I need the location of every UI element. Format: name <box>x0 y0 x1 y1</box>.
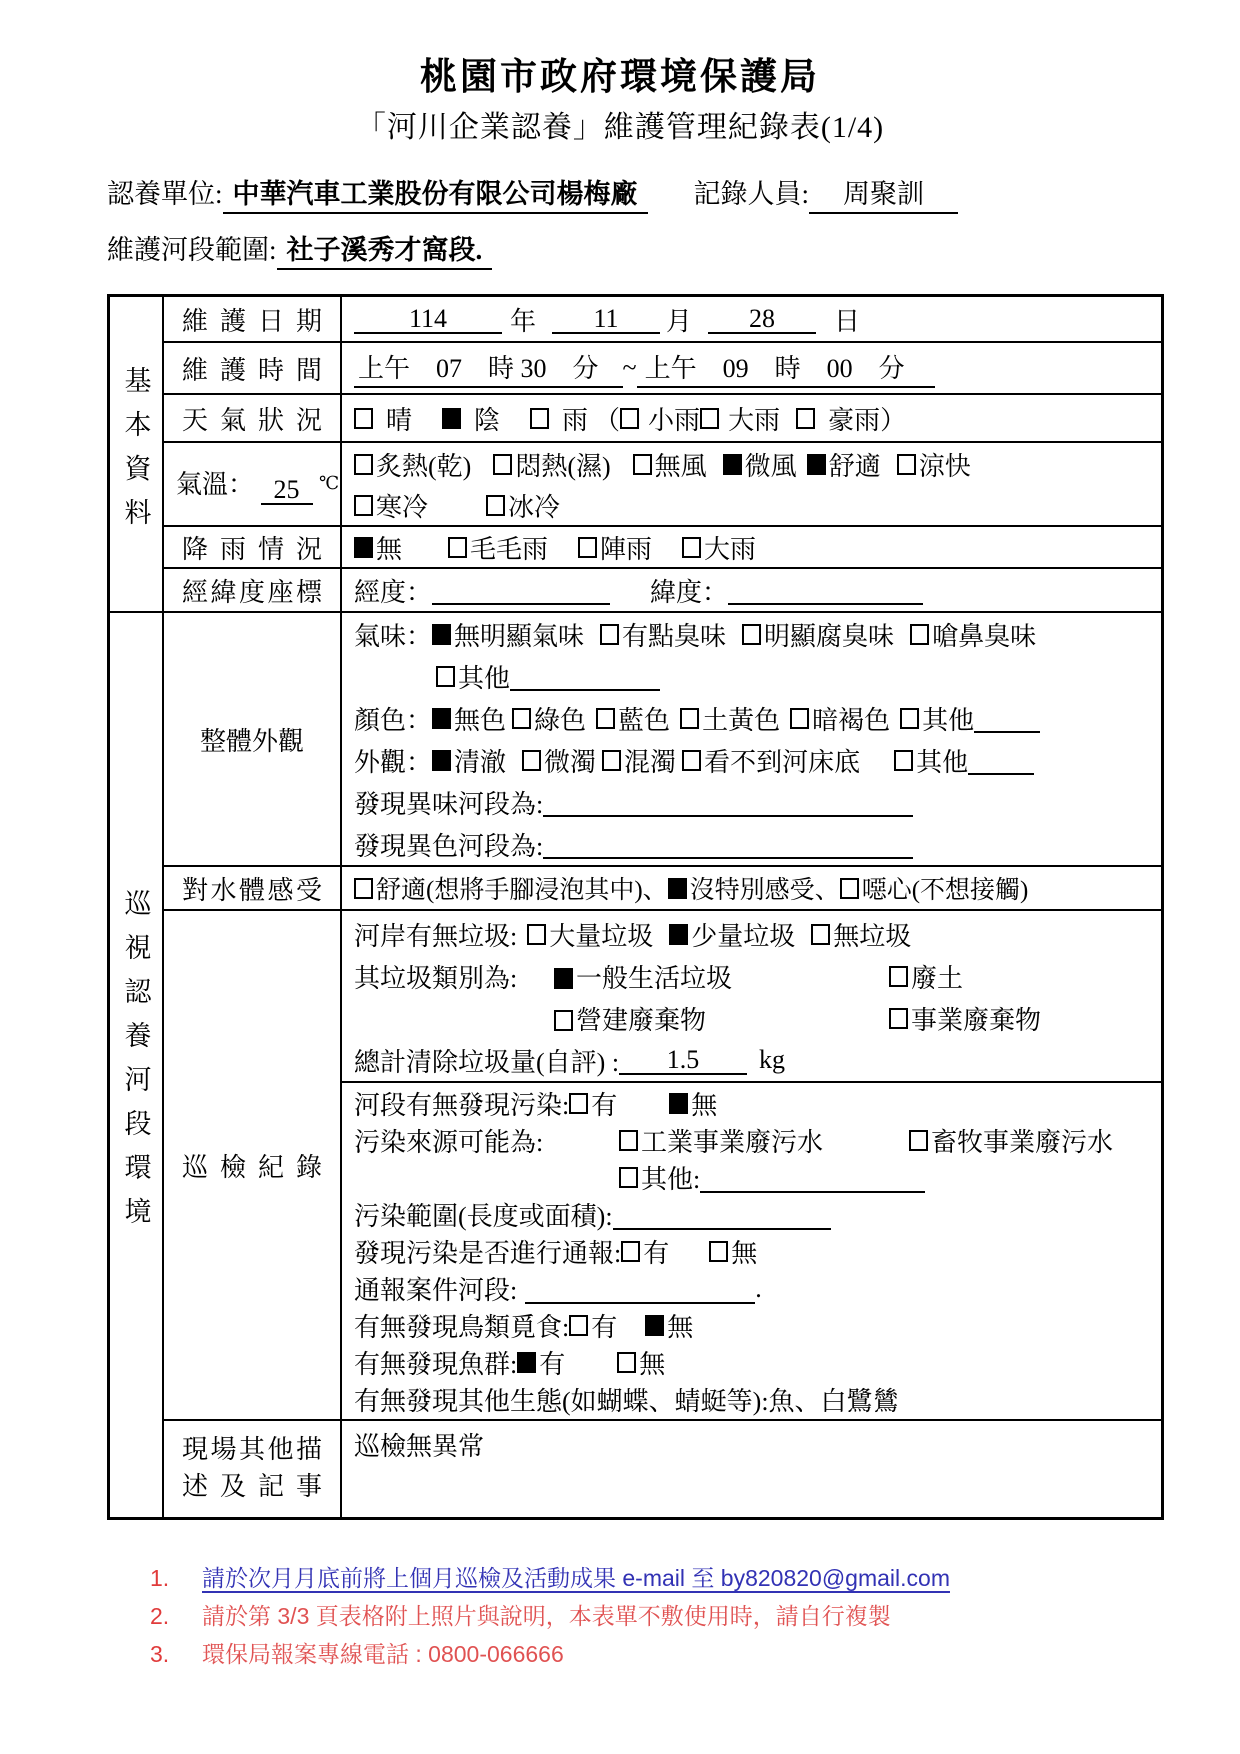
time-from-field[interactable]: 上午 07 時 30 分 <box>354 348 623 388</box>
checkbox-icon[interactable] <box>668 878 687 899</box>
fish-no[interactable] <box>617 1344 665 1381</box>
checkbox-icon[interactable] <box>617 1352 636 1373</box>
checkbox-label: 其他 <box>922 705 975 735</box>
footnote-1 <box>150 1560 1180 1598</box>
checkbox-icon[interactable] <box>569 1093 588 1114</box>
appearance-label-cell <box>164 613 342 865</box>
report-case-label: 通報案件河段: <box>354 1276 518 1305</box>
day-unit: 日 <box>834 306 861 336</box>
checkbox-label: 無 <box>376 534 403 564</box>
month-unit: 月 <box>666 306 693 336</box>
smell-option-other[interactable] <box>436 658 510 695</box>
checkbox-icon[interactable] <box>354 537 373 558</box>
pollution-range-label: 污染範圍(長度或面積): <box>354 1202 613 1231</box>
adopt-value-field[interactable]: 中華汽車工業股份有限公司楊梅廠 <box>223 172 648 214</box>
checkbox-icon[interactable] <box>840 878 859 899</box>
footnote-number: 1. <box>150 1565 170 1591</box>
rain-option-shower[interactable] <box>578 529 652 566</box>
rain-option-none[interactable] <box>354 529 402 566</box>
maintain-date-content <box>342 297 1161 341</box>
row-maintain-date <box>164 297 1161 341</box>
checkbox-icon[interactable] <box>522 750 541 771</box>
pollution-found-yes[interactable] <box>569 1085 617 1122</box>
checkbox-icon[interactable] <box>517 1352 536 1373</box>
fish-label: 有無發現魚群: <box>354 1350 518 1379</box>
longitude-label: 經度： <box>354 577 433 607</box>
temp-option-breeze[interactable] <box>723 446 797 483</box>
garbage-type-household[interactable] <box>554 958 889 995</box>
water-feel-label: 對水體感受 <box>182 875 322 905</box>
checkbox-icon[interactable] <box>354 495 373 516</box>
footnote-3 <box>150 1636 1180 1674</box>
footnote-2 <box>150 1598 1180 1636</box>
checkbox-icon[interactable] <box>669 924 688 945</box>
checkbox-icon[interactable] <box>527 924 546 945</box>
scope-value-field[interactable]: 社子溪秀才窩段. <box>277 228 493 270</box>
water-feel-content <box>342 867 1161 909</box>
eco-value[interactable]: 魚、白鷺鷥 <box>768 1387 899 1416</box>
checkbox-icon[interactable] <box>910 624 929 645</box>
checkbox-label: 其他 <box>458 663 511 693</box>
patrol-group-label: 巡視認養河段環境 <box>120 889 151 1241</box>
bird-yes[interactable] <box>569 1307 617 1344</box>
bureau-title: 桃園市政府環境保護局 <box>420 57 820 98</box>
color-other-field[interactable] <box>974 703 1040 733</box>
odd-smell-label: 發現異味河段為: <box>354 789 544 819</box>
weather-option-rain[interactable] <box>530 400 588 437</box>
checkbox-label: 無 <box>691 1091 718 1120</box>
checkbox-icon[interactable] <box>493 454 512 475</box>
checkbox-icon[interactable] <box>889 966 908 987</box>
temp-option-cold[interactable] <box>354 487 428 524</box>
water-feel-label-cell <box>164 867 342 909</box>
checkbox-icon[interactable] <box>682 750 701 771</box>
checkbox-icon[interactable] <box>645 1315 664 1336</box>
checkbox-label: 陰 <box>474 405 501 435</box>
checkbox-icon[interactable] <box>742 624 761 645</box>
pollution-report-yes[interactable] <box>621 1233 669 1270</box>
coordinates-label: 經緯度座標 <box>182 577 322 607</box>
checkbox-label: 無 <box>731 1239 758 1268</box>
pollution-range-field[interactable] <box>613 1200 831 1230</box>
checkbox-icon[interactable] <box>897 454 916 475</box>
checkbox-label: 有 <box>591 1091 618 1120</box>
weather-content <box>342 395 1161 441</box>
feel-option-disgusting[interactable] <box>840 870 1029 906</box>
row-maintain-time <box>164 341 1161 393</box>
site-notes-value[interactable]: 巡檢無異常 <box>354 1432 485 1461</box>
pollution-report-label: 發現污染是否進行通報: <box>354 1239 622 1268</box>
checkbox-icon[interactable] <box>512 708 531 729</box>
temperature-content <box>342 443 1161 525</box>
patrol-record-label-cell <box>164 911 342 1419</box>
latitude-field[interactable] <box>728 575 923 605</box>
checkbox-icon[interactable] <box>569 1315 588 1336</box>
patrol-record-content <box>342 911 1161 1419</box>
checkbox-icon[interactable] <box>486 495 505 516</box>
temp-option-muggy[interactable] <box>493 446 610 483</box>
checkbox-label: 無色 <box>454 705 507 735</box>
paren-open: （ <box>594 405 621 435</box>
checkbox-label: 嗆鼻臭味 <box>932 621 1037 651</box>
checkbox-icon[interactable] <box>554 968 573 989</box>
garbage-option-small[interactable] <box>669 916 795 953</box>
patrol-env-group <box>110 611 1161 1517</box>
checkbox-label: 炙熱(乾) <box>376 451 472 481</box>
checkbox-icon[interactable] <box>621 1241 640 1262</box>
garbage-type-waste-soil[interactable] <box>889 958 963 995</box>
adopt-line <box>107 172 1164 214</box>
checkbox-label: 其他: <box>641 1165 701 1194</box>
rainfall-label-cell <box>164 527 342 567</box>
checkbox-icon[interactable] <box>432 708 451 729</box>
temperature-label-cell <box>164 443 342 525</box>
odd-smell-field[interactable] <box>543 787 913 817</box>
scope-line <box>107 228 1164 270</box>
checkbox-label: 冰冷 <box>508 492 561 522</box>
checkbox-icon[interactable] <box>354 408 373 429</box>
checkbox-label: 其他 <box>916 747 969 777</box>
color-prefix: 顏色： <box>354 705 433 735</box>
garbage-type-label: 其垃圾類別為: <box>354 963 518 993</box>
checkbox-icon[interactable] <box>619 1130 638 1151</box>
checkbox-label: 雨 <box>562 405 589 435</box>
checkbox-label: 大雨 <box>704 534 757 564</box>
checkbox-icon[interactable] <box>354 878 373 899</box>
fish-yes[interactable] <box>517 1344 565 1381</box>
checkbox-icon[interactable] <box>889 1008 908 1029</box>
odd-color-field[interactable] <box>543 829 913 859</box>
checkbox-label: 廢土 <box>911 963 964 993</box>
checkbox-label: 看不到河床底 <box>704 747 861 777</box>
checkbox-icon[interactable] <box>602 750 621 771</box>
checkbox-label: 一般生活垃圾 <box>576 963 733 993</box>
checkbox-icon[interactable] <box>619 1167 638 1188</box>
checkbox-icon[interactable] <box>600 624 619 645</box>
garbage-presence-label: 河岸有無垃圾: <box>354 921 518 951</box>
report-case-suffix: . <box>755 1273 762 1303</box>
smell-option-none[interactable] <box>432 616 584 653</box>
month-field[interactable]: 11 <box>552 304 660 334</box>
garbage-type-industrial[interactable] <box>889 1000 1041 1037</box>
checkbox-label: 豪雨 <box>828 405 881 435</box>
checkbox-label: 明顯腐臭味 <box>764 621 895 651</box>
record-table <box>107 294 1164 1520</box>
temperature-unit: ℃ <box>319 472 340 493</box>
checkbox-label: 營建廢棄物 <box>576 1005 707 1035</box>
maintain-date-label: 維護日期 <box>182 306 322 336</box>
temp-option-cool[interactable] <box>897 446 971 483</box>
temp-option-comfortable[interactable] <box>807 446 881 483</box>
checkbox-icon[interactable] <box>900 708 919 729</box>
checkbox-label: 舒適(想將手腳浸泡其中) <box>376 877 643 904</box>
checkbox-label: 大量垃圾 <box>549 921 654 951</box>
report-case-field[interactable] <box>525 1274 755 1304</box>
checkbox-icon[interactable] <box>811 924 830 945</box>
garbage-option-large[interactable] <box>527 916 653 953</box>
checkbox-icon[interactable] <box>530 408 549 429</box>
garbage-type-construction[interactable] <box>554 1000 889 1037</box>
checkbox-label: 陣雨 <box>600 534 653 564</box>
feel-option-comfortable[interactable] <box>354 870 643 906</box>
temp-option-freezing[interactable] <box>486 487 560 524</box>
garbage-option-none[interactable] <box>811 916 911 953</box>
smell-option-slight[interactable] <box>600 616 726 653</box>
year-field[interactable]: 114 <box>354 304 502 334</box>
checkbox-label: 有點臭味 <box>622 621 727 651</box>
smell-other-field[interactable] <box>510 661 660 691</box>
site-notes-content <box>342 1421 1161 1517</box>
checkbox-label: 大雨 <box>728 405 781 435</box>
footnotes <box>150 1560 1180 1674</box>
appearance-content <box>342 613 1161 865</box>
temp-option-scorching[interactable] <box>354 446 471 483</box>
weather-label-cell <box>164 395 342 441</box>
color-option-dark-brown[interactable] <box>790 700 890 737</box>
checkbox-icon[interactable] <box>554 1010 573 1031</box>
checkbox-label: 暗褐色 <box>812 705 891 735</box>
checkbox-label: 土黃色 <box>702 705 781 735</box>
row-patrol-record <box>164 909 1161 1419</box>
row-site-notes <box>164 1419 1161 1517</box>
checkbox-label: 寒冷 <box>376 492 429 522</box>
row-water-feel <box>164 865 1161 909</box>
pollution-source-industrial[interactable] <box>619 1122 909 1159</box>
row-overall-appearance <box>164 613 1161 865</box>
bird-label: 有無發現鳥類覓食: <box>354 1313 570 1342</box>
checkbox-icon[interactable] <box>436 666 455 687</box>
checkbox-icon[interactable] <box>700 408 719 429</box>
pollution-found-no[interactable] <box>669 1085 717 1122</box>
pollution-source-livestock[interactable] <box>909 1122 1113 1159</box>
year-unit: 年 <box>510 306 537 336</box>
garbage-total-field[interactable]: 1.5 <box>619 1045 747 1075</box>
look-option-turbid[interactable] <box>602 742 676 779</box>
feel-separator: 、 <box>814 877 840 904</box>
coordinates-content <box>342 569 1161 611</box>
rain-option-drizzle[interactable] <box>448 529 548 566</box>
site-notes-label-cell <box>164 1421 342 1517</box>
look-other-field[interactable] <box>968 745 1034 775</box>
patrol-group-label-cell <box>110 613 164 1517</box>
checkbox-label: 無 <box>639 1350 666 1379</box>
maintain-time-content <box>342 343 1161 393</box>
patrol-record-label: 巡檢紀錄 <box>182 1152 322 1182</box>
look-option-slightly-turbid[interactable] <box>522 742 596 779</box>
footnote-number: 3. <box>150 1641 170 1667</box>
checkbox-icon[interactable] <box>669 1093 688 1114</box>
checkbox-icon[interactable] <box>432 624 451 645</box>
checkbox-label: 微濁 <box>544 747 597 777</box>
garbage-total-label: 總計清除垃圾量(自評) : <box>354 1047 620 1077</box>
longitude-field[interactable] <box>432 575 610 605</box>
checkbox-icon[interactable] <box>633 454 652 475</box>
checkbox-label: 畜牧事業廢污水 <box>931 1128 1114 1157</box>
site-notes-label: 現場其他描述及記事 <box>182 1435 322 1501</box>
weather-option-light-rain[interactable] <box>620 400 700 437</box>
look-option-cannot-see-bed[interactable] <box>682 742 860 779</box>
weather-option-torrential-rain[interactable] <box>796 400 880 437</box>
pollution-found-label: 河段有無發現污染: <box>354 1091 570 1120</box>
checkbox-icon[interactable] <box>807 454 826 475</box>
basic-group-label-cell <box>110 297 164 611</box>
maintain-date-label-cell <box>164 297 342 341</box>
color-option-ochre[interactable] <box>680 700 780 737</box>
checkbox-icon[interactable] <box>682 537 701 558</box>
look-option-clear[interactable] <box>432 742 506 779</box>
checkbox-icon[interactable] <box>442 408 461 429</box>
pollution-source-other[interactable] <box>619 1159 700 1196</box>
garbage-block <box>342 911 1161 1083</box>
bird-no[interactable] <box>645 1307 693 1344</box>
maintain-time-label-cell <box>164 343 342 393</box>
color-option-colorless[interactable] <box>432 700 506 737</box>
checkbox-label: 涼快 <box>918 451 971 481</box>
paren-close: ） <box>880 405 907 435</box>
color-option-green[interactable] <box>512 700 586 737</box>
look-prefix: 外觀： <box>354 747 433 777</box>
look-option-other[interactable] <box>894 742 968 779</box>
footnote-number: 2. <box>150 1603 170 1629</box>
maintain-time-label: 維護時間 <box>182 355 322 385</box>
weather-label: 天氣狀況 <box>182 405 322 435</box>
pollution-source-label: 污染來源可能為: <box>354 1128 544 1157</box>
checkbox-icon[interactable] <box>680 708 699 729</box>
checkbox-label: 晴 <box>386 405 413 435</box>
recorder-label: 記錄人員: <box>693 179 810 209</box>
garbage-total-unit: kg <box>759 1045 786 1074</box>
pollution-source-other-field[interactable] <box>700 1163 925 1193</box>
checkbox-label: 少量垃圾 <box>691 921 796 951</box>
checkbox-label: 無 <box>667 1313 694 1342</box>
basic-group-label: 基本資料 <box>120 366 151 542</box>
temperature-field[interactable]: 25 <box>261 475 313 505</box>
checkbox-icon[interactable] <box>448 537 467 558</box>
weather-option-sunny[interactable] <box>354 400 412 437</box>
feel-option-neutral[interactable] <box>668 870 815 906</box>
adopt-label: 認養單位: <box>107 179 223 209</box>
checkbox-label: 悶熱(濕) <box>515 451 611 481</box>
checkbox-label: 小雨 <box>648 405 701 435</box>
time-separator: ~ <box>622 353 637 382</box>
checkbox-label: 綠色 <box>534 705 587 735</box>
temp-option-no-wind[interactable] <box>633 446 707 483</box>
checkbox-label: 工業事業廢污水 <box>641 1128 824 1157</box>
checkbox-icon[interactable] <box>909 1130 928 1151</box>
recorder-value-field[interactable]: 周聚訓 <box>809 172 958 214</box>
eco-label: 有無發現其他生態(如蝴蝶、蜻蜓等): <box>354 1387 769 1416</box>
color-option-blue[interactable] <box>596 700 670 737</box>
checkbox-icon[interactable] <box>578 537 597 558</box>
rain-option-heavy[interactable] <box>682 529 756 566</box>
rainfall-label: 降雨情況 <box>182 534 322 564</box>
checkbox-label: 有 <box>591 1313 618 1342</box>
footnote-text: 環保局報案專線電話 : 0800-066666 <box>202 1641 564 1667</box>
checkbox-label: 無明顯氣味 <box>454 621 585 651</box>
checkbox-label: 混濁 <box>624 747 677 777</box>
checkbox-label: 沒特別感受 <box>689 877 815 904</box>
row-temperature <box>164 441 1161 525</box>
pollution-block <box>342 1083 1161 1419</box>
checkbox-label: 有 <box>539 1350 566 1379</box>
basic-info-group <box>110 297 1161 611</box>
checkbox-icon[interactable] <box>596 708 615 729</box>
footnote-text: 請於第 3/3 頁表格附上照片與說明，本表單不敷使用時，請自行複製 <box>202 1603 891 1629</box>
temperature-label: 氣溫： <box>176 469 255 499</box>
checkbox-label: 有 <box>643 1239 670 1268</box>
day-field[interactable]: 28 <box>708 304 816 334</box>
checkbox-icon[interactable] <box>354 454 373 475</box>
checkbox-icon[interactable] <box>796 408 815 429</box>
checkbox-icon[interactable] <box>723 454 742 475</box>
checkbox-icon[interactable] <box>894 750 913 771</box>
email-link[interactable]: 請於次月月底前將上個月巡檢及活動成果 e-mail 至 by820820@gmail.com <box>202 1565 950 1591</box>
checkbox-label: 舒適 <box>828 451 881 481</box>
row-rainfall <box>164 525 1161 567</box>
rainfall-content <box>342 527 1161 567</box>
latitude-label: 緯度： <box>650 577 729 607</box>
row-coordinates <box>164 567 1161 611</box>
checkbox-label: 毛毛雨 <box>470 534 549 564</box>
smell-option-obvious[interactable] <box>742 616 894 653</box>
time-to-field[interactable]: 上午 09 時 00 分 <box>637 348 935 388</box>
checkbox-label: 微風 <box>744 451 797 481</box>
checkbox-label: 無風 <box>654 451 707 481</box>
feel-separator: 、 <box>642 877 668 904</box>
smell-prefix: 氣味： <box>354 621 433 651</box>
form-title: 「河川企業認養」維護管理紀錄表(1/4) <box>355 111 885 144</box>
coordinates-label-cell <box>164 569 342 611</box>
checkbox-label: 無垃圾 <box>833 921 912 951</box>
appearance-label: 整體外觀 <box>199 726 304 756</box>
checkbox-icon[interactable] <box>790 708 809 729</box>
checkbox-label: 事業廢棄物 <box>911 1005 1042 1035</box>
pollution-report-no[interactable] <box>709 1233 757 1270</box>
checkbox-icon[interactable] <box>620 408 639 429</box>
row-weather <box>164 393 1161 441</box>
smell-option-pungent[interactable] <box>910 616 1036 653</box>
color-option-other[interactable] <box>900 700 974 737</box>
checkbox-label: 噁心(不想接觸) <box>861 877 1029 904</box>
weather-option-heavy-rain[interactable] <box>700 400 780 437</box>
weather-option-cloudy[interactable] <box>442 400 500 437</box>
checkbox-icon[interactable] <box>432 750 451 771</box>
checkbox-label: 藍色 <box>618 705 671 735</box>
scope-label: 維護河段範圍: <box>107 235 277 265</box>
checkbox-label: 清澈 <box>454 747 507 777</box>
checkbox-icon[interactable] <box>709 1241 728 1262</box>
odd-color-label: 發現異色河段為: <box>354 831 544 861</box>
